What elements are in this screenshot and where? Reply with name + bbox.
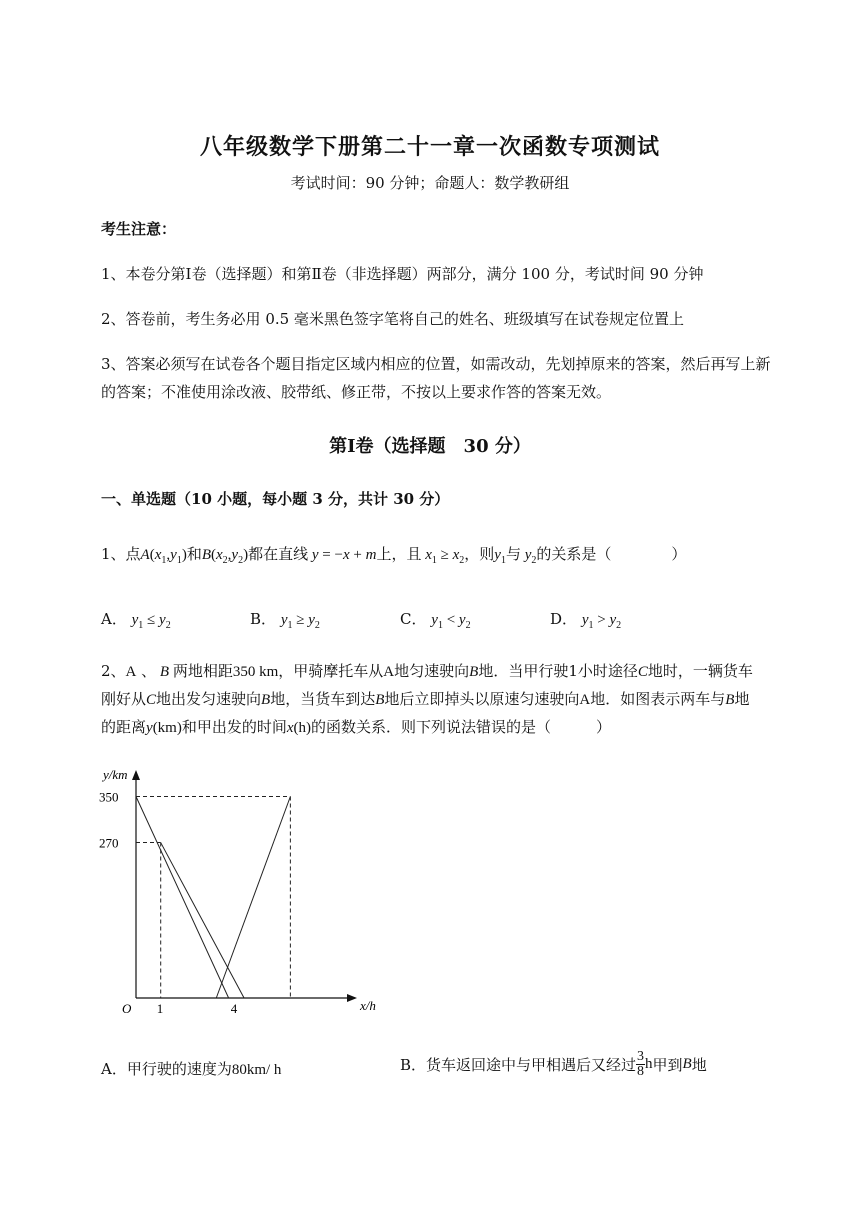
q2-text: 和甲出发的时间 — [181, 718, 287, 736]
q1-option-b-label: B． — [250, 610, 277, 628]
notice-item-1: 1、本卷分第Ⅰ卷（选择题）和第Ⅱ卷（非选择题）两部分，满分 100 分，考试时间 90 分钟 — [101, 265, 704, 283]
notice-item-3-line-1: 3、答案必须写在试卷各个题目指定区域内相应的位置，如需改动，先划掉原来的答案，然后再写上新 — [101, 355, 771, 373]
q1-option-a: A． $y_1 \le y_2$ — [101, 610, 171, 631]
q1-tail: 的关系是（ ） — [536, 545, 687, 563]
page-title: 八年级数学下册第二十一章一次函数专项测试 — [199, 134, 660, 160]
q2-option-b: B．货车返回途中与甲相遇后又经过 $\frac{3}{8}$ h甲到B地 — [400, 1049, 707, 1079]
q1-option-b: B． $y_1 \ge y_2$ — [250, 610, 320, 631]
notice-heading: 考生注意： — [101, 220, 177, 238]
q1-prefix: 1、点 — [101, 545, 141, 563]
q2-text: 刚好从 — [101, 690, 147, 708]
x-tick-4: 4 — [230, 1001, 238, 1016]
q1-option-c: C． $y_1 < y_2$ — [400, 610, 471, 631]
section-title: 第Ⅰ卷（选择题 30 分） — [329, 436, 531, 457]
series-line-1 — [136, 797, 229, 998]
origin-label: O — [122, 1001, 132, 1016]
q2-text: 的函数关系．则下列说法错误的是（ ） — [311, 718, 612, 736]
q2-text: 地 — [734, 690, 750, 708]
q2-option-b-text-end: 地 — [691, 1056, 707, 1074]
q2-option-a-label: A．甲行驶的速度为 — [101, 1060, 232, 1078]
series-line-2 — [161, 843, 244, 998]
y-tick-270: 270 — [99, 835, 119, 851]
q2-line-3: 的距离y(km)和甲出发的时间x(h)的函数关系．则下列说法错误的是（ ） — [101, 718, 612, 736]
unit-hours: h — [645, 1056, 653, 1072]
q2-text: 地匀速驶向 — [394, 662, 470, 680]
notice-item-2: 2、答卷前，考生务必用 0.5 毫米黑色签字笔将自己的姓名、班级填写在试卷规定位置上 — [101, 310, 684, 328]
q2-text: ，甲骑摩托车从 — [278, 662, 384, 680]
y-tick-350: 350 — [99, 789, 119, 805]
distance-time-graph — [95, 762, 395, 1024]
x-axis-label: x/h — [360, 998, 376, 1013]
q2-text: 地出发匀速驶向 — [156, 690, 262, 708]
q2-text: 地后立即掉头以原速匀速驶向 — [384, 690, 580, 708]
q2-text: 地，当货车到达 — [270, 690, 376, 708]
q1-then: ，则 — [464, 545, 495, 563]
q1-option-d-label: D． — [550, 610, 578, 628]
fraction-numerator: 3 — [637, 1049, 645, 1064]
q2-text: 地．当甲行驶1小时途径 — [478, 662, 638, 680]
q2-text: 地．如图表示两车与 — [590, 690, 726, 708]
fraction-denominator: 8 — [637, 1064, 645, 1079]
x-axis-arrow — [347, 994, 357, 1002]
q2-distance: 350 km — [232, 664, 279, 680]
q2-text: 的距离 — [101, 718, 147, 736]
x-tick-1: 1 — [156, 1001, 164, 1016]
y-axis-arrow — [132, 770, 140, 780]
q2-line-1: 2、A 、 B 两地相距350 km，甲骑摩托车从A地匀速驶向B地．当甲行驶1小时途径C地时，一辆货车 — [101, 662, 753, 680]
series-line-3 — [216, 797, 290, 998]
notice-item-3-line-2: 的答案；不准使用涂改液、胶带纸、修正带，不按以上要求作答的答案无效。 — [101, 383, 612, 401]
q1-option-c-label: C． — [400, 610, 427, 628]
q2-text: 两地相距 — [172, 662, 233, 680]
q1-option-d: D． $y_1 > y_2$ — [550, 610, 622, 631]
q1-and: 和 — [186, 545, 202, 563]
exam-info: 考试时间：90 分钟；命题人：数学教研组 — [290, 174, 570, 192]
q2-option-a-value: 80km/ h — [231, 1062, 282, 1078]
fraction-three-eighths — [636, 1050, 645, 1079]
q2-number: 2、 — [101, 662, 126, 680]
q1-rel: 与 — [505, 545, 521, 563]
q2-option-a — [101, 1058, 281, 1079]
q1-on-line: 都在直线 — [248, 545, 309, 563]
question-1: 1、点$A(x_1,y_1)$和$B(x_2,y_2)$都在直线 y = −x + m上，且 $x_1 \ge x_2$，则$y_1$与 $y_2$的关系是（ ） — [101, 545, 687, 566]
q2-line-2: 刚好从C地出发匀速驶向B地，当货车到达B地后立即掉头以原速匀速驶向A地．如图表示两车与B地 — [101, 690, 750, 708]
y-axis-label: y/km — [103, 767, 128, 782]
q2-text: 地时，一辆货车 — [647, 662, 753, 680]
q2-option-b-text: 甲到 — [652, 1056, 683, 1074]
q2-option-b-label: B．货车返回途中与甲相遇后又经过 — [400, 1056, 637, 1074]
part-heading: 一、单选题（10 小题，每小题 3 分，共计 30 分） — [101, 490, 450, 508]
q1-option-a-label: A． — [101, 610, 127, 628]
q1-cond: 上，且 — [376, 545, 422, 563]
